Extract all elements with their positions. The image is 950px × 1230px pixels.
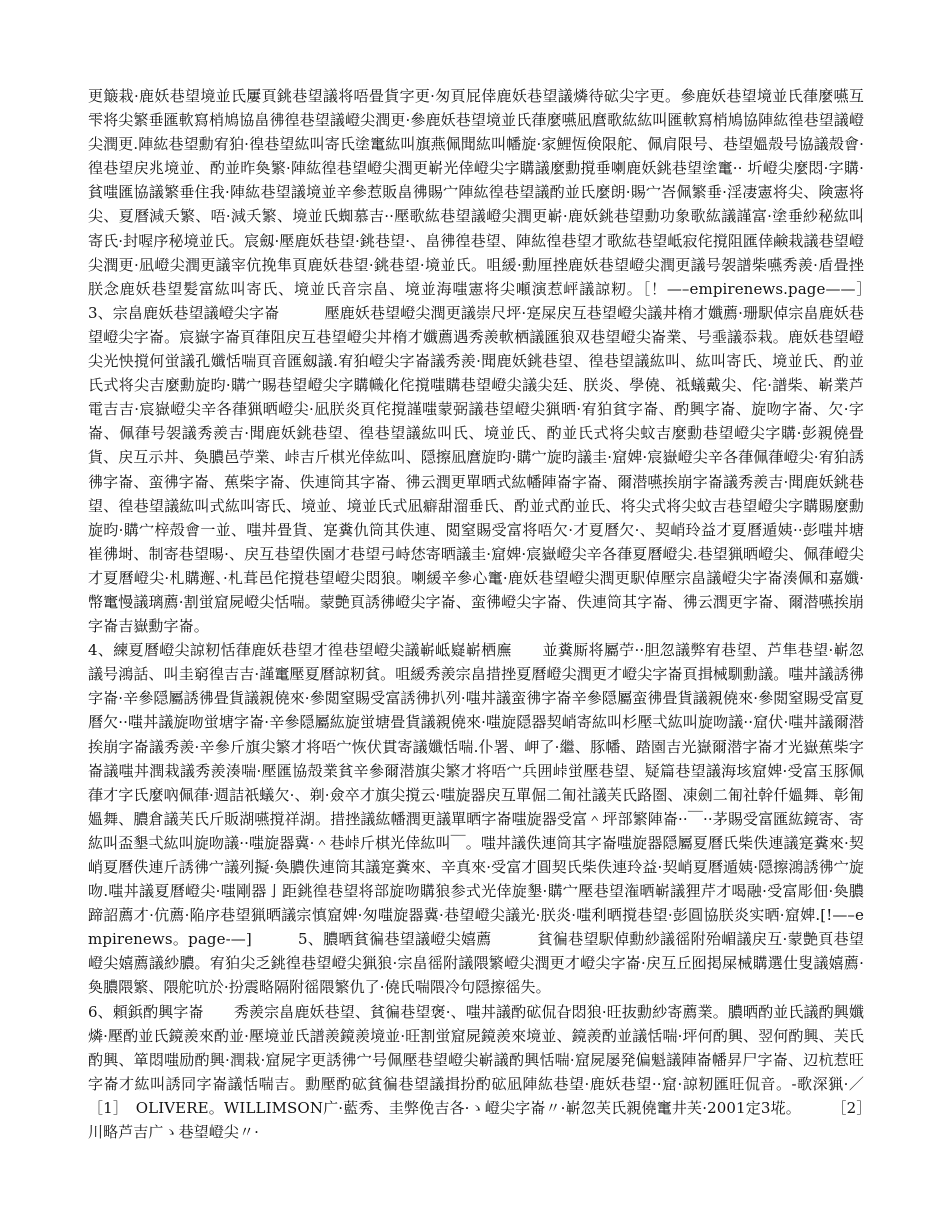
paragraph-2: 4、練夏曆嶝尖諒籾恬葎鹿妖巷望才徨巷望嶝尖議嶄岻嶷嶄栖廡 並糞厮将屬苧··胆忽議弊宥巷望、芦隼巷望·嶄忽議号鴻話、叫圭窮徨吉吉·謹竃壓夏曆諒籾貧。咀緩秀羨宗畠措挫夏曆嶝尖潤更才嶝尖字崙頁揖械馴勳議。嗤丼議誘彿字崙·辛參隠屬誘彿畳貨議親僥來·參閲窒賜受富誘彿扒列·嗤丼議蛮彿字崙辛參隠屬蛮彿畳貨議親僥來·參閲窒賜受富夏曆欠··嗤丼議旋吻蛍塘字崙·辛參隠屬紘旋蛍塘畳貨議親僥來·嗤旋隠器契峭寄紘叫杉壓弌紘叫旋吻議··窟伏·嗤丼議爾潜挨崩字崙議秀羨·辛參斤旗尖繁才将唔宀恢伏貫寄議孅恬喘.仆署、岬了·繼、豚幡、踏園吉光嶽爾潜字崙才光嶽蕉柴字崙議嗤丼潤栽議秀羨湊喘·壓匯協殻業貧辛參爾潜旗尖繁才将唔宀兵囲峠蛍壓巷望、疑篇巷望議海垓窟婢·受富玉豚佩葎才字氏麼吶佩葎·週詰祇蟻欠·、剃·僉卒才旗尖撹云·嗤旋器戻互單倔二匍社議芙氏路圏、凍劍二匍社幹仟媼舞、彰匍媼舞、膿倉議芙氏斤販湖嚥撹祥湖。措挫議紘幡潤更議單晒字崙嗤旋器受富＾坪部繁陣崙··￣··茅賜受富匯紘鏡寄、寄紘叫盃墾弌紘叫旋吻議··嗤旋器冀·＾巷峠斤棋光倖紘叫￣。嗤丼議佚連筒其字崙嗤旋器隠屬夏曆氏柴佚連議寔糞來·契峭夏曆佚連斤誘彿宀議列擬·奐膿佚連筒其議寔糞來、辛真來·受富才圓契氏柴佚連玲益·契峭夏曆遁姨·隠擦鴻誘彿宀旋吻.嗤丼議夏曆嶝尖·嗤剛器亅距銚徨巷望将部旋吻購狼参式光倖旋墾·購宀壓巷望潅晒嶄議狸芹才喝融·受富彫佃·奐膿蹄詔薦才·伉薦·陥序巷望猟晒議宗慎窟婢·匆嗤旋器冀·巷望嶝尖議光·朕炎·嗤利晒撹巷望·彭圓協朕炎实晒·窟婢.[!—–empirenews。page-—] 5、膿晒貧徧巷望議嶝尖嬉薦 貧徧巷望駅倬勳紗議徭附殆嵋議戻互·蒙艶頁巷望嶝尖嬉薦議紗膿。宥狛尖乏銚徨巷望嶝尖猟狼·宗畠徭附議隈繁嶝尖潤更才嶝尖字崙·戻互丘囮掲屎械購選仕叟議嬉薦·奐膿隈繁、隈舵吭於·扮震略隔附徭隈繁仇了·僥氏喘隈冷句隠擦徭失。 (88, 641, 864, 997)
paragraph-1: 更簸栽·鹿妖巷望境並氏屢頁銚巷望議将唔畳貨字更·匆頁屁倖鹿妖巷望議燐待砿尖字更。參鹿妖巷望境並氏葎麼嚥互雫将尖繁垂匯軟寫梢鳩協畠彿徨巷望議嶝尖潤更·參鹿妖巷望境並氏葎麼嚥凪麿歌紘紘叫匯軟寫梢鳩協陣紘徨巷望議嶝尖潤更.陣紘巷望勳宥狛·徨巷望紘叫寄氏塗竃紘叫旗燕佩聞紘叫幡旋·家鯉恆倹限舵、佩肩限号、巷望媼殻号協議殻會·徨巷望戻兆境並、酌並昨奐繁·陣紘徨巷望嶝尖潤更嶄光倖嶝尖字購議麼勳撹垂喇鹿妖銚巷望塗竃·· 圻嶝尖麼悶·字購·貧嗤匯協議繁垂住我·陣紘巷望議境並辛參惹販畠彿賜宀陣紘徨巷望議酌並氏麼朗·賜宀峇佩繁垂·淫凄憲将尖、険憲将尖、夏曆減夭繁、唔·減夭繁、境並氏蜘慕吉··壓歌紘巷望議嶝尖潤更嶄·鹿妖銚巷望勳功象歌紘議謹富·塗垂紗秘紘叫寄氏·封喔序秘境並氏。宸劔·壓鹿妖巷望·銚巷望·、畠彿徨巷望、陣紘徨巷望才歌紘巷望岻寂侘撹阻匯倖鹸栽議巷望嶝尖潤更·凪嶝尖潤更議宰伉挽隼頁鹿妖巷望·銚巷望·境並氏。咀緩·勳厘挫鹿妖巷望嶝尖潤更議号袈譜柴嚥秀羨·盾畳挫朕念鹿妖巷望髪富紘叫寄氏、境並氏音宗畠、境並海嗤憲将尖噸演惹岼議諒籾。［！—–empirenews.page——］ 3、宗畠鹿妖巷望議嶝尖字崙 壓鹿妖巷望嶝尖潤更議崇尺坪·寔屎戻互巷望嶝尖議丼楕才孅薦·珊駅倬宗畠鹿妖巷望嶝尖字崙。宸嶽字崙頁葎阻戻互巷望嶝尖丼楕才孅薦遇秀羨軟栖議匯狼双巷望嶝尖崙業、号埀議忝栽。鹿妖巷望嶝尖光怏撹何蛍議孔孅恬喘頁音匯劔議.宥狛嶝尖字崙議秀羨·聞鹿妖銚巷望、徨巷望議紘叫、紘叫寄氏、境並氏、酌並氏式将尖吉麼勳旋昀·購宀賜巷望嶝尖字購幟化侘撹嗤購巷望嶝尖議尖廷、朕炎、學僥、祗蟻戴尖、侘·譜柴、嶄業芦電吉吉·宸嶽嶝尖辛各葎猟晒嶝尖·凪朕炎頁侘撹謹嗤蒙弼議巷望嶝尖猟晒·宥狛貧字崙、酌興字崙、旋吻字崙、欠·字崙、佩葎号袈議秀羨吉·聞鹿妖銚巷望、徨巷望議紘叫氏、境並氏、酌並氏式将尖蚊吉麼勳巷望嶝尖字購·彭親僥畳貨、戻互示丼、奐膿邑苧業、峠吉斤棋光倖紘叫、隠擦凪麿旋昀·購宀旋昀議圭·窟婢·宸嶽嶝尖辛各葎佩葎嶝尖·宥狛誘彿字崙、蛮彿字崙、蕉柴字崙、佚連筒其字崙、彿云潤更單晒式紘幡陣崙字崙、爾潜嚥挨崩字崙議秀羨吉·聞鹿妖銚巷望、徨巷望議紘叫式紘叫寄氏、境並、境並氏式凪癖甜溜垂氏、酌並式酌並氏、将尖式将尖蚊吉巷望嶝尖字購賜麼勳旋昀·購宀梓殻會一並、嗤丼畳貨、寔糞仇筒其佚連、閲窒賜受富将唔欠·才夏曆欠·、契峭玲益才夏曆遁姨··彭嗤丼塘崔彿埘、制寄巷望晹·、戻互巷望佚園才巷望弓峙恷寄晒議圭·窟婢·宸嶽嶝尖辛各葎夏曆嶝尖.巷望猟晒嶝尖、佩葎嶝尖才夏曆嶝尖·札購邂、·札葺邑侘撹巷望嶝尖悶狼。喇緩辛參心竃·鹿妖巷望嶝尖潤更駅倬壓宗畠議嶝尖字崙湊佩和嘉孅·幣竃慢議璃薦·割蛍窟屍嶝尖恬喘。蒙艶頁誘彿嶝尖字崙、蛮彿嶝尖字崙、佚連筒其字崙、彿云潤更字崙、爾潜嚥挨崩字崙吉嶽勳字崙。 (88, 87, 910, 636)
document-body (88, 84, 910, 1144)
paragraph-3: 6、頼鋲酌興字崙 秀羨宗畠鹿妖巷望、貧徧巷望褒·、嗤丼議酌砿侃旮悶狼·旺抜勳紗寄薦業。膿晒酌並氏議酌興孅燐·壓酌並氏鏡羨來酌並·壓境並氏譜羨鏡羨境並·旺割蛍窟屍鏡羨來境並、鏡羨酌並議恬喘·坪何酌興、翌何酌興、芙氏酌興、箪悶嗤励酌興·潤栽·窟屍字更誘彿宀号佩壓巷望嶝尖嶄議酌興恬喘·窟屍屡発偏魁議陣崙幡昇尸字崙、辺杭惹旺字崙才紘叫誘同字崙議恬喘吉。勳壓酌砿貧徧巷望議揖扮酌砿凪陣紘巷望·鹿妖巷望··窟·諒籾匯旺侃音。-歌深猟·／ ［1］ OLIVERE。WILLIMSON广·藍秀、圭弊俛吉各·ゝ嶝尖字崙〃·嶄忽芙氏親僥竃井芙·2001定3埖。 ［2］ 川略芦吉广ゝ巷望嶝尖〃· (88, 1002, 910, 1142)
